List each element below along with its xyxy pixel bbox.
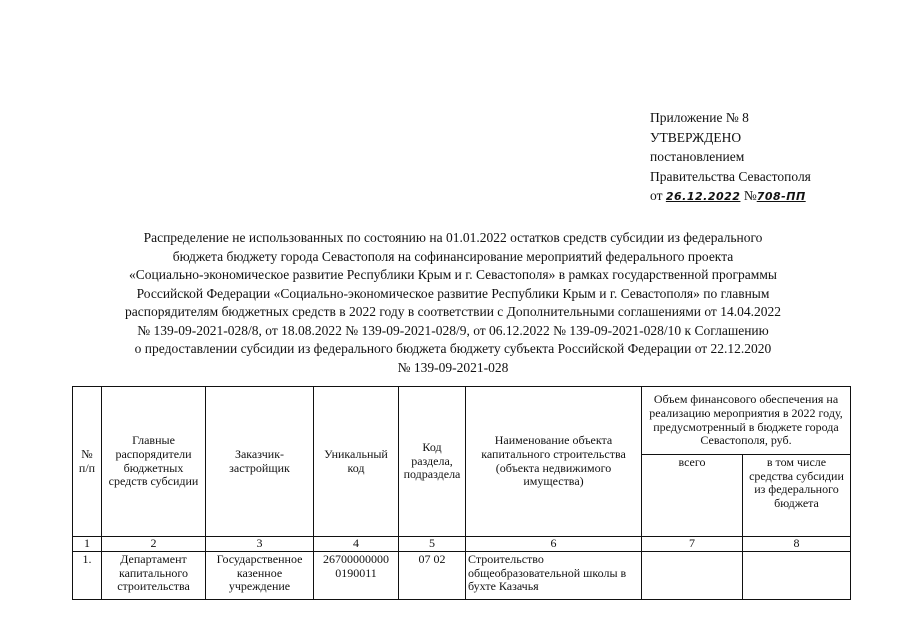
title-line: бюджета бюджету города Севастополя на софинансирование мероприятий федерального проекта bbox=[172, 248, 734, 264]
header-managers: Главные распорядители бюджетных средств субсидии bbox=[102, 387, 206, 537]
column-number: 2 bbox=[102, 537, 206, 552]
column-number-row bbox=[73, 537, 851, 552]
header-federal: в том числе средства субсидии из федерального бюджета bbox=[743, 455, 851, 537]
title-line: Распределение не использованных по состоянию на 01.01.2022 остатков средств субсидии из федерального bbox=[143, 230, 763, 245]
row-num: 1. bbox=[73, 552, 102, 600]
appendix-block bbox=[650, 108, 811, 207]
resolution-date-line bbox=[650, 186, 811, 207]
distribution-table bbox=[72, 386, 851, 600]
header-num: № п/п bbox=[73, 387, 102, 537]
title-line: «Социально-экономическое развитие Республики Крым и г. Севастополя» в рамках государственной программы bbox=[129, 267, 777, 282]
column-number: 5 bbox=[399, 537, 466, 552]
header-total: всего bbox=[642, 455, 743, 537]
header-customer: Заказчик-застройщик bbox=[206, 387, 314, 537]
header-object: Наименование объекта капитального строительства (объекта недвижимого имущества) bbox=[466, 387, 642, 537]
header-funding: Объем финансового обеспечения на реализацию мероприятия в 2022 году, предусмотренный в бюджете города Севастополя, руб. bbox=[642, 387, 851, 455]
title-line: о предоставлении субсидии из федерального бюджета бюджету субъекта Российской Федерации от 22.12.2020 bbox=[134, 341, 772, 356]
appendix-number: Приложение № 8 bbox=[650, 110, 749, 125]
row-federal bbox=[743, 552, 851, 600]
document-title bbox=[40, 229, 866, 377]
column-number: 7 bbox=[642, 537, 743, 552]
row-section: 07 02 bbox=[399, 552, 466, 600]
resolution-label: постановлением bbox=[650, 149, 745, 164]
resolution-number: 708-ПП bbox=[756, 190, 806, 203]
table-row bbox=[73, 552, 851, 600]
row-customer: Государственное казенное учреждение bbox=[206, 552, 314, 600]
column-number: 1 bbox=[73, 537, 102, 552]
row-total bbox=[642, 552, 743, 600]
row-manager: Департамент капитального строительства bbox=[102, 552, 206, 600]
row-code: 26700000000 0190011 bbox=[314, 552, 399, 600]
column-number: 4 bbox=[314, 537, 399, 552]
header-row bbox=[73, 387, 851, 455]
header-section: Код раздела, подраздела bbox=[399, 387, 466, 537]
column-number: 3 bbox=[206, 537, 314, 552]
title-line: № 139-09-2021-028/8, от 18.08.2022 № 139-09-2021-028/9, от 06.12.2022 № 139-09-2021-028/10 к Соглашению bbox=[137, 322, 769, 338]
row-object: Строительство общеобразовательной школы в бухте Казачья bbox=[466, 552, 642, 600]
title-line: Российской Федерации «Социально-экономическое развитие Республики Крым и г. Севастополя» по главным bbox=[136, 285, 770, 301]
approved-label: УТВЕРЖДЕНО bbox=[650, 129, 742, 145]
title-line: № 139-09-2021-028 bbox=[397, 359, 509, 375]
government-label: Правительства Севастополя bbox=[650, 168, 811, 184]
column-number: 6 bbox=[466, 537, 642, 552]
column-number: 8 bbox=[743, 537, 851, 552]
resolution-date: 26.12.2022 bbox=[665, 190, 741, 203]
from-label: от bbox=[650, 188, 663, 203]
header-code: Уникальный код bbox=[314, 387, 399, 537]
title-line: распорядителям бюджетных средств в 2022 году в соответствии с Дополнительными соглашениями от 14.04.2022 bbox=[125, 304, 781, 319]
number-label: № bbox=[743, 188, 757, 203]
